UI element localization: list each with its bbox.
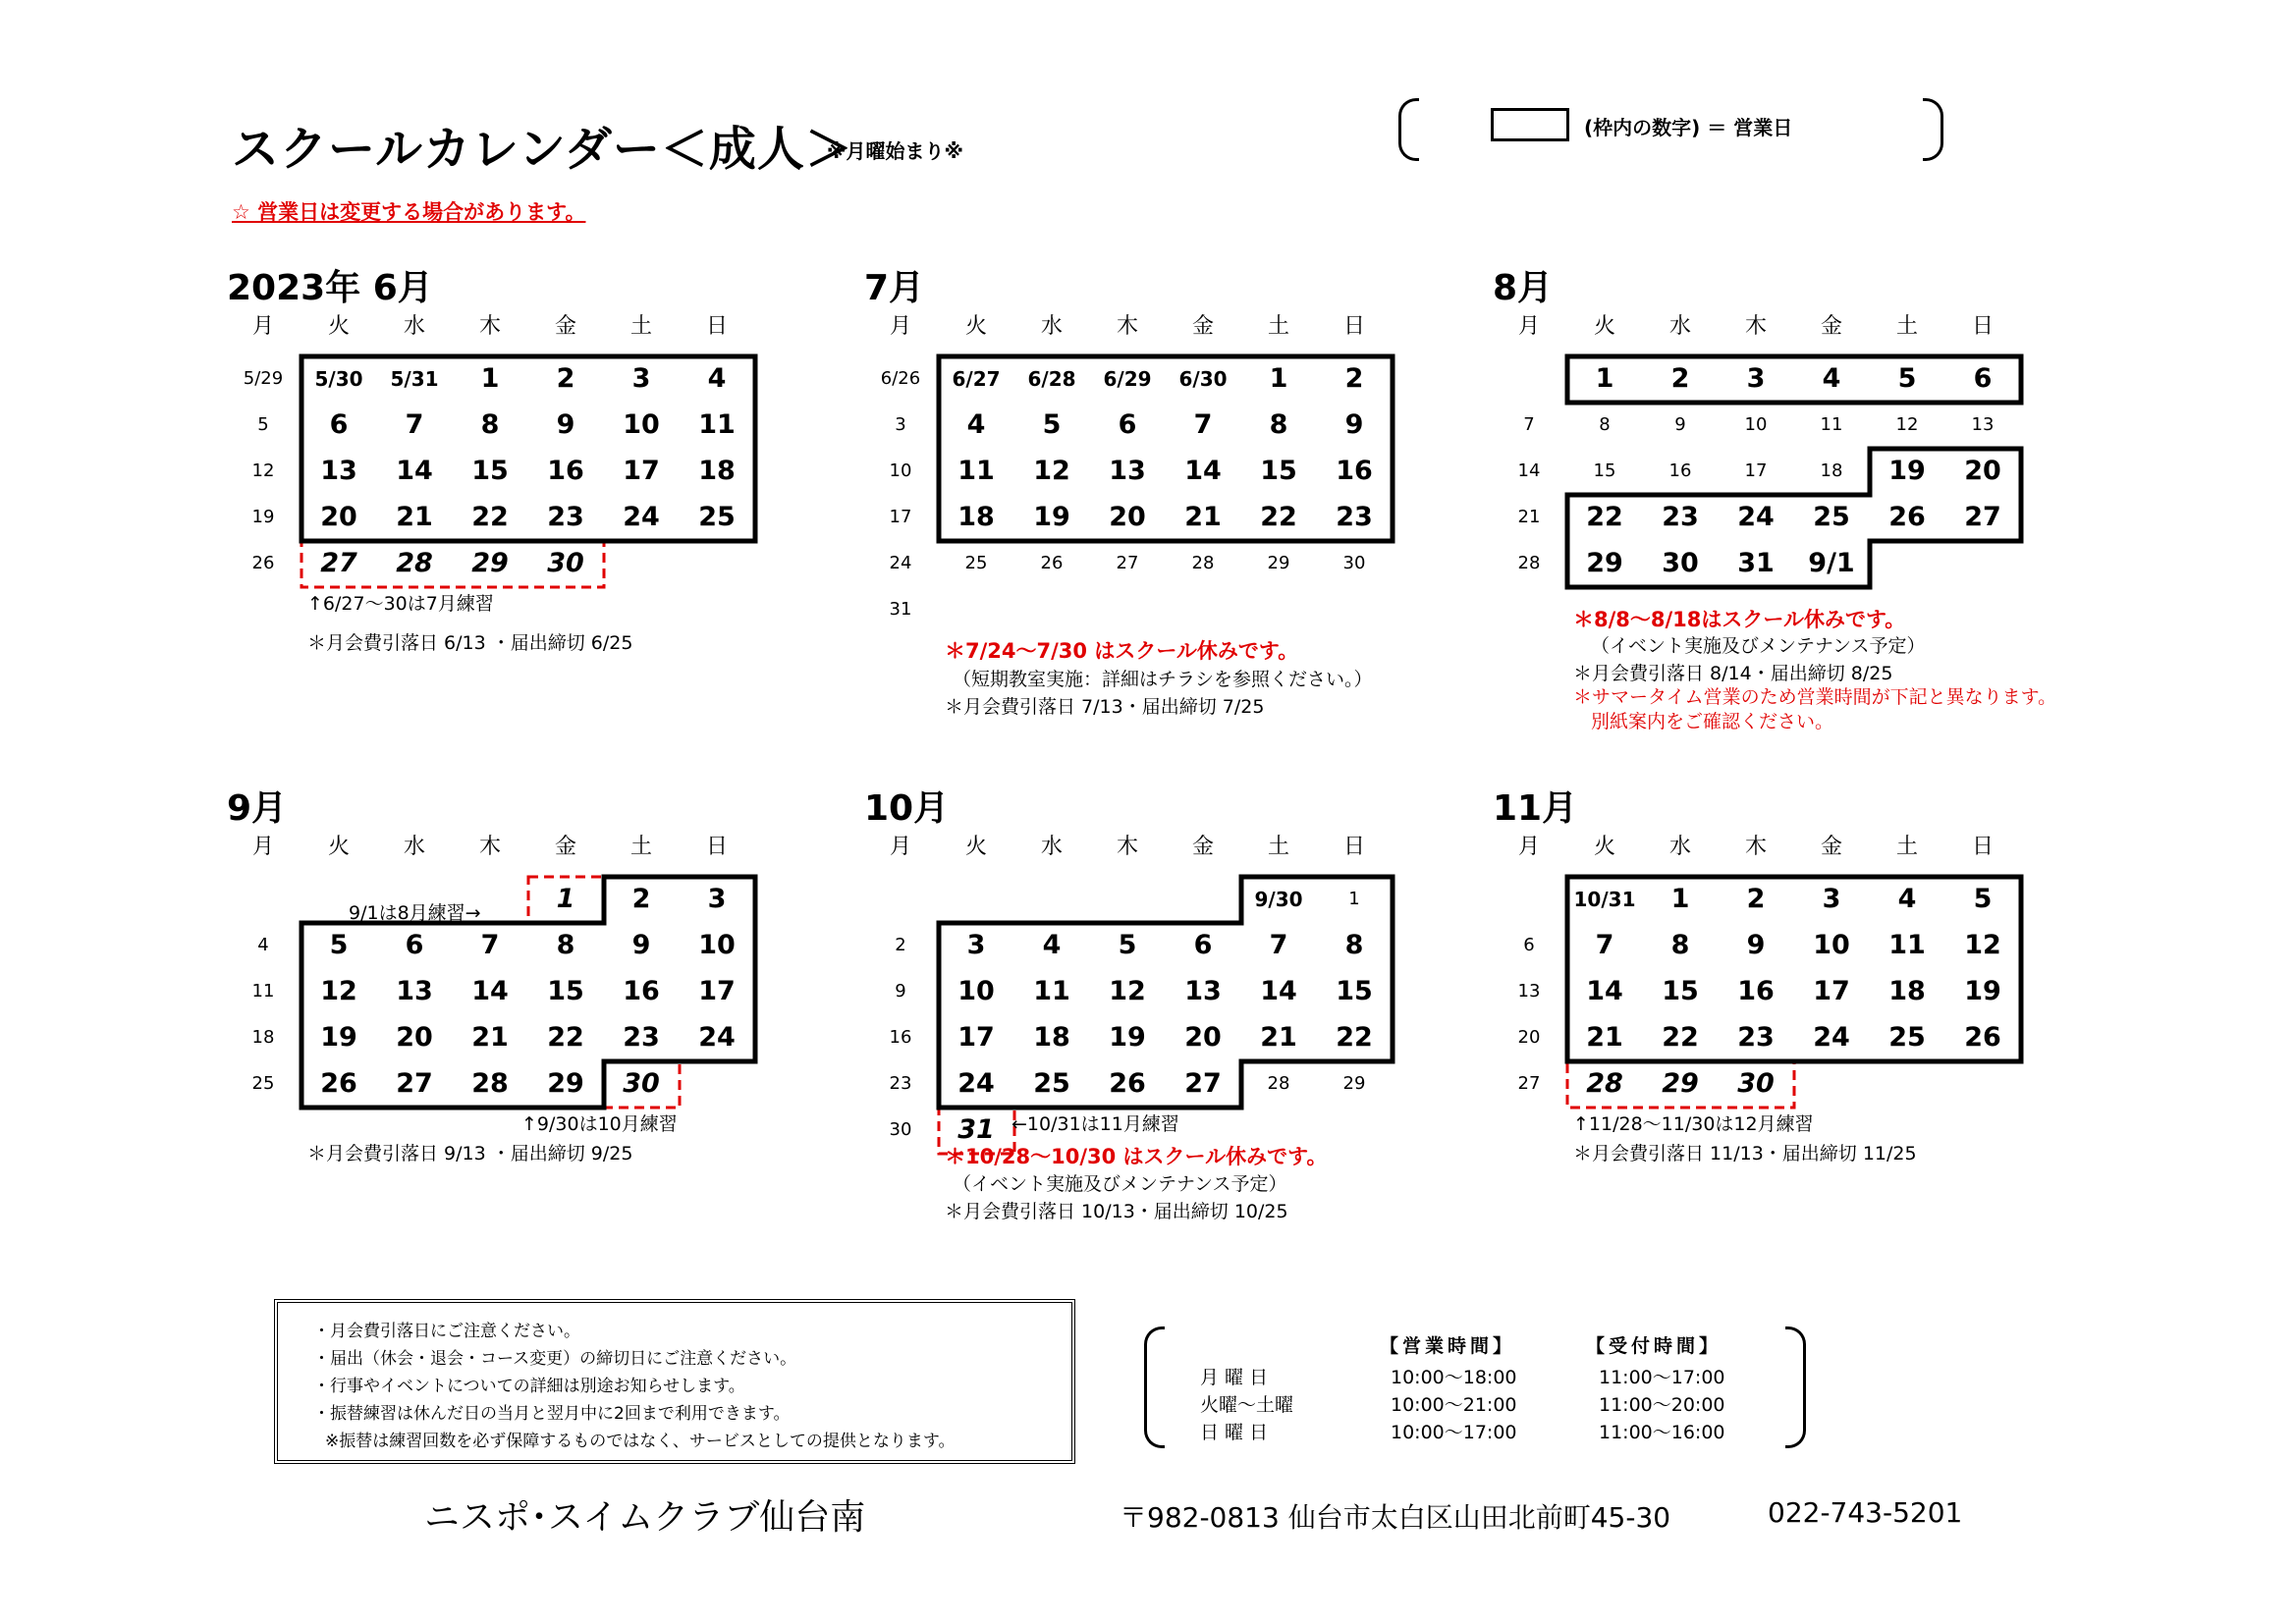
day-cell: 1 [1595, 363, 1614, 394]
practice-note: 9/1は8月練習→ [349, 902, 481, 924]
day-cell: 8 [480, 409, 500, 440]
day-cell: 23 [1662, 502, 1699, 532]
day-cell: 5 [329, 930, 349, 960]
weekday-label: 金 [1820, 314, 1842, 339]
day-cell: 18 [698, 456, 736, 486]
month-aug [1493, 260, 2121, 771]
weekday-label: 木 [1116, 314, 1138, 339]
day-cell: 9 [1674, 414, 1686, 435]
day-cell: 15 [547, 976, 584, 1006]
day-cell: 13 [1109, 456, 1146, 486]
day-cell: 2 [1670, 363, 1690, 394]
day-cell: 15 [1662, 976, 1699, 1006]
weekday-label: 金 [554, 314, 576, 339]
day-cell: 4 [966, 409, 986, 440]
legend-frame-sample [1491, 108, 1569, 141]
day-cell: 27 [1964, 502, 2001, 532]
weekday-label: 土 [1895, 314, 1918, 339]
day-cell: 31 [1737, 548, 1775, 578]
hours-reception: 11:00～16:00 [1599, 1422, 1725, 1443]
day-cell: 25 [698, 502, 736, 532]
day-cell: 17 [698, 976, 736, 1006]
day-cell: 26 [1888, 502, 1926, 532]
weekday-label: 火 [1593, 835, 1615, 859]
day-cell: 28 [1517, 553, 1541, 573]
day-cell: 8 [1599, 414, 1611, 435]
day-cell: 12 [1964, 930, 2001, 960]
day-cell: 19 [320, 1022, 357, 1053]
day-cell: 2 [1746, 884, 1766, 914]
day-cell: 23 [1737, 1022, 1775, 1053]
day-cell: 21 [471, 1022, 509, 1053]
day-cell: 21 [1586, 1022, 1623, 1053]
notice-line: ・月会費引落日にご注意ください。 [313, 1322, 580, 1341]
day-cell: 5 [257, 414, 269, 435]
day-cell: 6 [1193, 930, 1213, 960]
day-cell: 27 [396, 1068, 433, 1099]
club-name: ニスポ･スイムクラブ仙台南 [424, 1497, 866, 1538]
day-cell: 22 [547, 1022, 584, 1053]
weekday-label: 土 [1895, 835, 1918, 859]
business-hours-heading: 【営業時間】 [1380, 1335, 1516, 1357]
day-cell: 3 [895, 414, 906, 435]
day-cell: 24 [889, 553, 912, 573]
weekday-label: 月 [889, 835, 911, 859]
day-cell: 5 [1118, 930, 1137, 960]
day-cell: 22 [471, 502, 509, 532]
day-cell: 19 [1109, 1022, 1146, 1053]
month-note: ＊月会費引落日 8/14・届出締切 8/25 [1573, 663, 1893, 684]
day-cell: 9 [1344, 409, 1364, 440]
day-cell: 1 [480, 363, 500, 394]
day-cell: 14 [471, 976, 509, 1006]
day-cell: 14 [1260, 976, 1297, 1006]
weekday-label: 火 [327, 314, 350, 339]
weekday-label: 日 [1342, 314, 1365, 339]
day-cell: 27 [320, 548, 357, 578]
day-cell: 15 [1593, 460, 1616, 481]
club-phone: 022-743-5201 [1768, 1496, 1963, 1529]
day-cell: 16 [547, 456, 584, 486]
day-cell: 8 [1344, 930, 1364, 960]
weekday-label: 日 [1971, 314, 1994, 339]
day-cell: 26 [1040, 553, 1064, 573]
weekday-label: 金 [1191, 314, 1214, 339]
day-cell: 6/27 [952, 367, 1001, 391]
day-cell: 20 [1517, 1027, 1541, 1048]
month-title: 7月 [864, 268, 925, 308]
weekday-label: 水 [1040, 314, 1063, 339]
day-cell: 20 [320, 502, 357, 532]
weekday-label: 水 [1668, 314, 1691, 339]
day-cell: 8 [1670, 930, 1690, 960]
day-cell: 24 [623, 502, 660, 532]
day-cell: 17 [623, 456, 660, 486]
weekday-label: 土 [1267, 314, 1289, 339]
day-cell: 30 [1662, 548, 1699, 578]
weekday-label: 金 [1191, 835, 1214, 859]
day-cell: 23 [547, 502, 584, 532]
weekday-label: 金 [1820, 835, 1842, 859]
month-note: ＊月会費引落日 10/13・届出締切 10/25 [945, 1201, 1288, 1222]
day-cell: 9 [631, 930, 651, 960]
reception-hours-heading: 【受付時間】 [1586, 1335, 1722, 1357]
day-cell: 10 [1744, 414, 1768, 435]
day-cell: 17 [1813, 976, 1850, 1006]
day-cell: 10 [1813, 930, 1850, 960]
day-cell: 22 [1662, 1022, 1699, 1053]
day-cell: 17 [889, 507, 912, 527]
day-cell: 25 [1888, 1022, 1926, 1053]
day-cell: 7 [480, 930, 500, 960]
day-cell: 25 [251, 1073, 275, 1094]
day-cell: 5/29 [243, 368, 284, 389]
weekday-label: 火 [1593, 314, 1615, 339]
day-cell: 5 [1897, 363, 1917, 394]
day-cell: 18 [251, 1027, 275, 1048]
page-title: スクールカレンダー＜成人＞ [232, 122, 853, 177]
summer-time-note: 別紙案内をご確認ください。 [1591, 711, 1834, 732]
day-cell: 7 [1595, 930, 1614, 960]
day-cell: 20 [1109, 502, 1146, 532]
day-cell: 11 [251, 981, 275, 1001]
month-note: ↑6/27～30は7月練習 [307, 593, 494, 615]
day-cell: 29 [1586, 548, 1623, 578]
weekday-label: 日 [705, 835, 728, 859]
month-note: ＊月会費引落日 6/13 ・届出締切 6/25 [307, 632, 633, 654]
weekday-label: 土 [629, 835, 652, 859]
month-note: ＊月会費引落日 7/13・届出締切 7/25 [945, 696, 1265, 718]
day-cell: 9/1 [1808, 548, 1855, 578]
day-cell: 11 [957, 456, 995, 486]
day-cell: 7 [1269, 930, 1288, 960]
month-jun [227, 260, 855, 771]
day-cell: 28 [1267, 1073, 1290, 1094]
hours-right-bracket [1785, 1326, 1806, 1448]
weekday-label: 月 [1517, 835, 1540, 859]
day-cell: 4 [1042, 930, 1062, 960]
legend-text: (枠内の数字) ＝ 営業日 [1584, 116, 1793, 139]
day-cell: 5/31 [390, 367, 439, 391]
month-title: 8月 [1493, 268, 1554, 308]
day-cell: 17 [1744, 460, 1768, 481]
day-cell: 7 [1193, 409, 1213, 440]
notice-box [274, 1299, 1075, 1464]
day-cell: 6/30 [1178, 367, 1228, 391]
day-cell: 11 [1820, 414, 1843, 435]
month-note: ↑11/28～11/30は12月練習 [1573, 1113, 1814, 1135]
day-cell: 6 [1973, 363, 1993, 394]
day-cell: 28 [1191, 553, 1215, 573]
day-cell: 26 [320, 1068, 357, 1099]
day-cell: 24 [698, 1022, 736, 1053]
day-cell: 30 [1342, 553, 1366, 573]
day-cell: 12 [1109, 976, 1146, 1006]
day-cell: 12 [1895, 414, 1919, 435]
day-cell: 7 [405, 409, 424, 440]
day-cell: 4 [1897, 884, 1917, 914]
day-cell: 10 [957, 976, 995, 1006]
day-cell: 2 [1344, 363, 1364, 394]
hours-reception: 11:00～17:00 [1599, 1367, 1725, 1388]
day-cell: 25 [964, 553, 988, 573]
business-day-warning: ☆ 営業日は変更する場合があります。 [232, 200, 586, 224]
day-cell: 12 [320, 976, 357, 1006]
weekday-label: 木 [478, 314, 501, 339]
day-cell: 9 [895, 981, 906, 1001]
day-cell: 27 [1116, 553, 1139, 573]
weekday-label: 火 [964, 835, 987, 859]
day-cell: 1 [556, 884, 575, 914]
day-cell: 21 [1184, 502, 1222, 532]
month-note: ↑9/30は10月練習 [521, 1113, 678, 1135]
month-nov [1493, 781, 2121, 1291]
day-cell: 9/30 [1254, 888, 1303, 911]
day-cell: 18 [1888, 976, 1926, 1006]
day-cell: 22 [1260, 502, 1297, 532]
weekday-label: 水 [403, 835, 425, 859]
month-note: （短期教室実施：詳細はチラシを参照ください。） [953, 669, 1373, 690]
day-cell: 6 [1523, 935, 1535, 955]
club-address: 〒982-0813 仙台市太白区山田北前町45-30 [1120, 1501, 1671, 1534]
day-cell: 21 [1517, 507, 1541, 527]
day-cell: 29 [547, 1068, 584, 1099]
day-cell: 28 [1586, 1068, 1623, 1099]
practice-note: ←10/31は11月練習 [1011, 1113, 1179, 1135]
weekday-label: 水 [1040, 835, 1063, 859]
hours-reception: 11:00～20:00 [1599, 1394, 1725, 1416]
day-cell: 31 [889, 599, 912, 620]
month-note: （イベント実施及びメンテナンス予定） [953, 1173, 1287, 1195]
weekday-label: 木 [478, 835, 501, 859]
day-cell: 10 [623, 409, 660, 440]
weekday-label: 金 [554, 835, 576, 859]
day-cell: 26 [1964, 1022, 2001, 1053]
day-cell: 11 [698, 409, 736, 440]
day-cell: 23 [623, 1022, 660, 1053]
weekday-label: 土 [1267, 835, 1289, 859]
day-cell: 31 [957, 1114, 995, 1145]
day-cell: 14 [1184, 456, 1222, 486]
legend-right-bracket [1923, 98, 1943, 161]
day-cell: 16 [1737, 976, 1775, 1006]
day-cell: 13 [320, 456, 357, 486]
day-cell: 10 [889, 460, 912, 481]
day-cell: 20 [1964, 456, 2001, 486]
day-cell: 16 [1336, 456, 1373, 486]
day-cell: 29 [471, 548, 509, 578]
day-cell: 22 [1336, 1022, 1373, 1053]
day-cell: 15 [1260, 456, 1297, 486]
day-cell: 12 [251, 460, 275, 481]
day-cell: 28 [396, 548, 433, 578]
day-cell: 19 [1888, 456, 1926, 486]
day-cell: 9 [1746, 930, 1766, 960]
month-title: 9月 [227, 788, 288, 829]
month-jul [864, 260, 1493, 771]
day-cell: 24 [1737, 502, 1775, 532]
day-cell: 8 [1269, 409, 1288, 440]
day-cell: 25 [1813, 502, 1850, 532]
day-cell: 30 [547, 548, 584, 578]
day-cell: 13 [396, 976, 433, 1006]
day-cell: 27 [1517, 1073, 1541, 1094]
day-cell: 5 [1042, 409, 1062, 440]
weekday-label: 木 [1116, 835, 1138, 859]
weekday-label: 日 [1342, 835, 1365, 859]
day-cell: 23 [1336, 502, 1373, 532]
day-cell: 22 [1586, 502, 1623, 532]
weekday-label: 木 [1744, 314, 1767, 339]
weekday-label: 木 [1744, 835, 1767, 859]
day-cell: 26 [1109, 1068, 1146, 1099]
day-cell: 18 [1820, 460, 1843, 481]
day-cell: 11 [1888, 930, 1926, 960]
day-cell: 16 [889, 1027, 912, 1048]
day-cell: 10 [698, 930, 736, 960]
month-title: 10月 [864, 788, 950, 829]
day-cell: 6 [1118, 409, 1137, 440]
weekday-label: 月 [1517, 314, 1540, 339]
day-cell: 3 [707, 884, 727, 914]
day-cell: 16 [1668, 460, 1692, 481]
day-cell: 24 [957, 1068, 995, 1099]
day-cell: 26 [251, 553, 275, 573]
day-cell: 6/28 [1027, 367, 1076, 391]
month-sep [227, 781, 855, 1291]
closure-note: ＊10/28～10/30 はスクール休みです。 [945, 1145, 1328, 1168]
day-cell: 3 [1822, 884, 1841, 914]
weekday-label: 日 [705, 314, 728, 339]
weekday-label: 火 [327, 835, 350, 859]
day-cell: 13 [1971, 414, 1995, 435]
legend-left-bracket [1398, 98, 1419, 161]
day-cell: 12 [1033, 456, 1070, 486]
hours-business: 10:00～18:00 [1391, 1367, 1517, 1388]
day-cell: 21 [396, 502, 433, 532]
day-cell: 24 [1813, 1022, 1850, 1053]
day-cell: 29 [1662, 1068, 1699, 1099]
month-note: ＊月会費引落日 11/13・届出締切 11/25 [1573, 1143, 1917, 1164]
day-cell: 4 [1822, 363, 1841, 394]
day-cell: 3 [966, 930, 986, 960]
day-cell: 5 [1973, 884, 1993, 914]
day-cell: 19 [251, 507, 275, 527]
day-cell: 29 [1342, 1073, 1366, 1094]
day-cell: 13 [1184, 976, 1222, 1006]
summer-time-note: ＊サマータイム営業のため営業時間が下記と異なります。 [1573, 686, 2057, 708]
weekday-label: 水 [1668, 835, 1691, 859]
day-cell: 30 [889, 1119, 912, 1140]
month-note: ＊月会費引落日 9/13 ・届出締切 9/25 [307, 1143, 633, 1164]
day-cell: 4 [707, 363, 727, 394]
day-cell: 1 [1348, 889, 1360, 909]
month-note: （イベント実施及びメンテナンス予定） [1591, 635, 1926, 657]
month-title: 11月 [1493, 788, 1578, 829]
day-cell: 19 [1964, 976, 2001, 1006]
day-cell: 6 [405, 930, 424, 960]
day-cell: 6/29 [1103, 367, 1152, 391]
weekday-label: 水 [403, 314, 425, 339]
day-cell: 20 [396, 1022, 433, 1053]
notice-line: ・届出（休会・退会・コース変更）の締切日にご注意ください。 [313, 1349, 797, 1369]
day-cell: 4 [257, 935, 269, 955]
weekday-label: 火 [964, 314, 987, 339]
day-cell: 14 [1586, 976, 1623, 1006]
day-cell: 18 [1033, 1022, 1070, 1053]
day-cell: 7 [1523, 414, 1535, 435]
day-cell: 14 [1517, 460, 1541, 481]
day-cell: 30 [623, 1068, 660, 1099]
day-cell: 23 [889, 1073, 912, 1094]
hours-business: 10:00～17:00 [1391, 1422, 1517, 1443]
weekday-label: 月 [251, 835, 274, 859]
day-cell: 18 [957, 502, 995, 532]
weekday-label: 月 [889, 314, 911, 339]
hours-business: 10:00～21:00 [1391, 1394, 1517, 1416]
day-cell: 17 [957, 1022, 995, 1053]
weekday-label: 土 [629, 314, 652, 339]
notice-line: ※振替は練習回数を必ず保障するものではなく、サービスとしての提供となります。 [325, 1432, 956, 1451]
weekday-label: 月 [251, 314, 274, 339]
day-cell: 29 [1267, 553, 1290, 573]
month-title: 2023年 6月 [227, 268, 433, 308]
day-cell: 15 [471, 456, 509, 486]
hours-day: 月 曜 日 [1200, 1367, 1269, 1388]
day-cell: 1 [1670, 884, 1690, 914]
day-cell: 6/26 [880, 368, 921, 389]
day-cell: 11 [1033, 976, 1070, 1006]
day-cell: 6 [329, 409, 349, 440]
day-cell: 20 [1184, 1022, 1222, 1053]
week-start-note: ※月曜始まり※ [827, 139, 963, 163]
day-cell: 2 [631, 884, 651, 914]
day-cell: 27 [1184, 1068, 1222, 1099]
day-cell: 15 [1336, 976, 1373, 1006]
day-cell: 14 [396, 456, 433, 486]
day-cell: 1 [1269, 363, 1288, 394]
day-cell: 3 [1746, 363, 1766, 394]
day-cell: 2 [895, 935, 906, 955]
day-cell: 2 [556, 363, 575, 394]
day-cell: 9 [556, 409, 575, 440]
day-cell: 25 [1033, 1068, 1070, 1099]
day-cell: 21 [1260, 1022, 1297, 1053]
day-cell: 5/30 [314, 367, 363, 391]
hours-day: 火曜～土曜 [1200, 1394, 1294, 1416]
day-cell: 13 [1517, 981, 1541, 1001]
day-cell: 19 [1033, 502, 1070, 532]
day-cell: 30 [1737, 1068, 1775, 1099]
day-cell: 8 [556, 930, 575, 960]
weekday-label: 日 [1971, 835, 1994, 859]
notice-line: ・行事やイベントについての詳細は別途お知らせします。 [313, 1377, 745, 1396]
month-oct [864, 781, 1493, 1291]
hours-left-bracket [1144, 1326, 1165, 1448]
day-cell: 16 [623, 976, 660, 1006]
day-cell: 3 [631, 363, 651, 394]
closure-note: ＊7/24～7/30 はスクール休みです。 [945, 639, 1299, 663]
day-cell: 28 [471, 1068, 509, 1099]
hours-day: 日 曜 日 [1200, 1422, 1269, 1443]
day-cell: 10/31 [1573, 888, 1636, 911]
notice-line: ・振替練習は休んだ日の当月と翌月中に2回まで利用できます。 [313, 1404, 791, 1424]
closure-note: ＊8/8～8/18はスクール休みです。 [1573, 608, 1906, 631]
